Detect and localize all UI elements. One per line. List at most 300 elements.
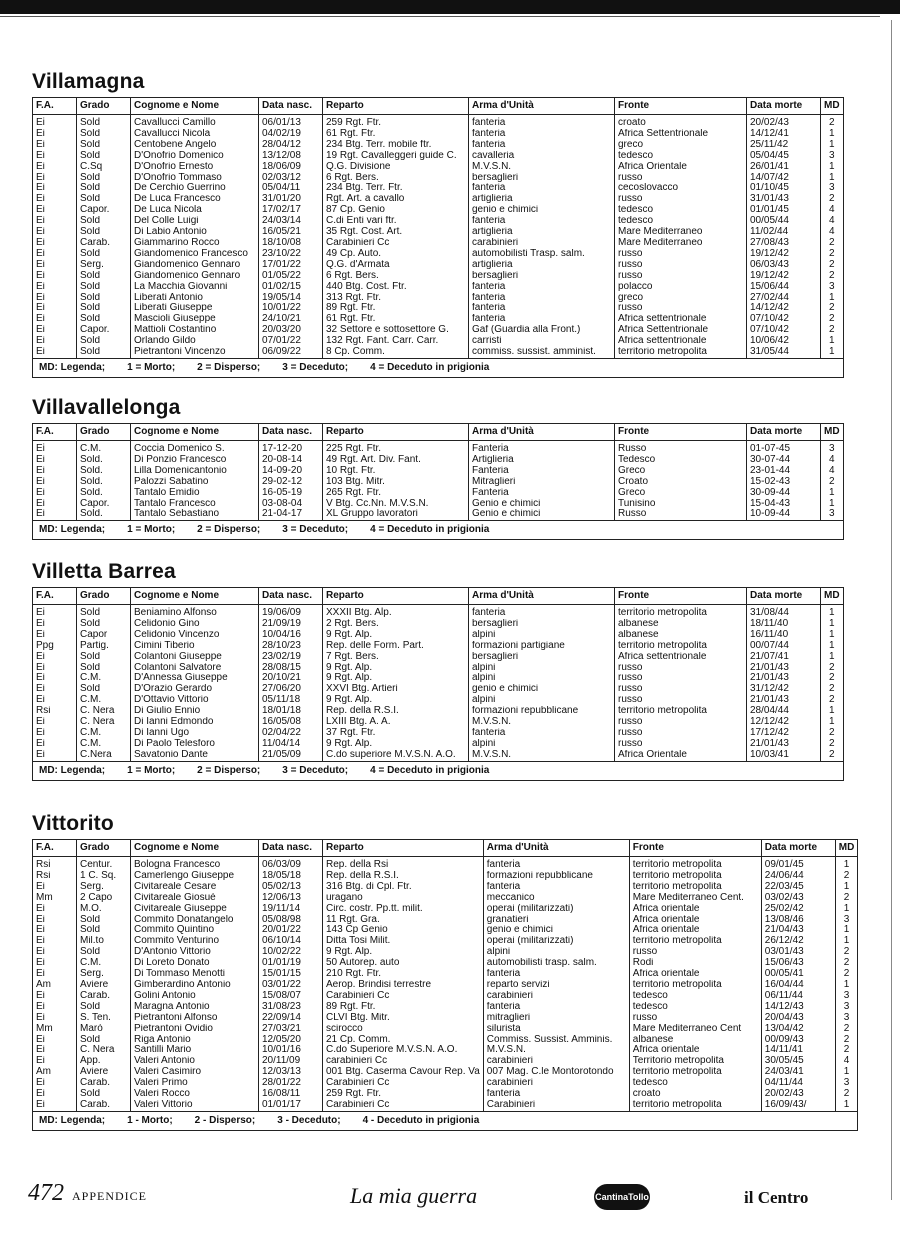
cell-reparto: XL Gruppo lavoratori [323,509,469,520]
cell-fronte: Russo [615,509,747,520]
table-row [33,915,858,926]
cell-reparto: 313 Rgt. Ftr. [323,293,469,304]
cell-fronte: Mare Mediterraneo [615,238,747,249]
column-header-fa: F.A. [33,840,77,857]
cell-nome: Lilla Domenicantonio [131,466,259,477]
cell-grado: Sold [77,1035,131,1046]
cell-reparto: Circ. costr. Pp.tt. milit. [323,904,484,915]
cell-morte: 13/08/46 [761,915,835,926]
cell-nascita: 31/01/20 [259,194,323,205]
cell-reparto: 234 Btg. Terr. Ftr. [323,183,469,194]
table-row [33,641,844,652]
cell-nome: Colantoni Salvatore [131,663,259,674]
cell-fa: Ei [33,325,77,336]
cell-nascita: 06/10/14 [259,936,323,947]
cell-morte: 21/04/43 [761,925,835,936]
cell-md: 2 [821,271,844,282]
cell-fronte: territorio metropolita [629,980,761,991]
cell-reparto: C.di Enti vari ftr. [323,216,469,227]
cell-fa: Ei [33,205,77,216]
cell-fronte: territorio metropolita [615,641,747,652]
legend-item: 4 = Deceduto in prigionia [370,524,490,536]
table-header-row [33,98,844,115]
column-header-nome: Cognome e Nome [131,840,259,857]
column-header-arma: Arma d'Unità [469,588,615,605]
cell-fa: Ei [33,183,77,194]
cell-nome: Valeri Vittorio [131,1100,259,1111]
cell-md: 1 [821,605,844,619]
cell-nascita: 02/03/12 [259,173,323,184]
cell-reparto: CLVI Btg. Mitr. [323,1013,484,1024]
cell-reparto: 234 Btg. Terr. mobile ftr. [323,140,469,151]
cell-morte: 13/04/42 [761,1024,835,1035]
cell-reparto: 440 Btg. Cost. Ftr. [323,282,469,293]
cell-nome: Cavallucci Camillo [131,115,259,129]
cell-reparto: Rep. della R.S.I. [323,871,484,882]
cell-md: 1 [821,140,844,151]
column-header-reparto: Reparto [323,588,469,605]
column-header-reparto: Reparto [323,98,469,115]
cell-reparto: 8 Cp. Comm. [323,347,469,358]
cell-grado: Sold. [77,455,131,466]
cell-reparto: 35 Rgt. Cost. Art. [323,227,469,238]
cell-nascita: 10/01/22 [259,303,323,314]
cell-morte: 14/07/42 [747,173,821,184]
cell-md: 2 [821,303,844,314]
cell-reparto: 9 Rgt. Alp. [323,630,469,641]
cell-fa: Ei [33,619,77,630]
cell-fronte: Croato [615,477,747,488]
cell-morte: 20/02/43 [747,115,821,129]
cell-arma: operai (militarizzati) [483,904,629,915]
cell-fronte: territorio metropolita [629,857,761,871]
cell-fronte: territorio metropolita [615,605,747,619]
cell-fronte: russo [629,947,761,958]
cell-md: 1 [821,499,844,510]
cell-nascita: 12/06/13 [259,893,323,904]
cell-nome: Pietrantoni Alfonso [131,1013,259,1024]
cell-fronte: russo [615,260,747,271]
cell-nome: Mascioli Giuseppe [131,314,259,325]
legend-item: 2 = Disperso; [197,524,261,536]
cell-nascita: 27/03/21 [259,1024,323,1035]
cell-grado: Sold [77,115,131,129]
cell-arma: fanteria [483,969,629,980]
cell-fronte: russo [615,303,747,314]
cell-arma: bersaglieri [469,652,615,663]
cell-nascita: 06/01/13 [259,115,323,129]
cell-nome: Giandomenico Francesco [131,249,259,260]
column-header-grado: Grado [77,98,131,115]
cell-md: 2 [835,947,858,958]
cell-arma: alpini [469,673,615,684]
cell-nascita: 28/08/15 [259,663,323,674]
cell-nascita: 20/03/20 [259,325,323,336]
column-header-nascita: Data nasc. [259,588,323,605]
cell-fronte: Africa Settentrionale [615,129,747,140]
cell-md: 4 [835,1056,858,1067]
cell-grado: Sold [77,271,131,282]
cell-arma: fanteria [469,140,615,151]
legend-item: MD: Legenda; [39,764,106,776]
cell-nascita: 18/10/08 [259,238,323,249]
cell-arma: Gaf (Guardia alla Front.) [469,325,615,336]
cell-md: 1 [821,630,844,641]
cell-fa: Ei [33,238,77,249]
legend-row [33,761,844,780]
cell-reparto: 7 Rgt. Bers. [323,652,469,663]
column-header-morte: Data morte [747,98,821,115]
cell-md: 2 [835,958,858,969]
cell-morte: 24/06/44 [761,871,835,882]
table-row [33,882,858,893]
cell-nascita: 10/04/16 [259,630,323,641]
cell-morte: 16/04/44 [761,980,835,991]
cell-nome: Civitareale Giuseppe [131,904,259,915]
cell-fa: Am [33,980,77,991]
cell-morte: 12/12/42 [747,717,821,728]
legend-item: 3 = Deceduto; [282,361,349,373]
cell-fronte: russo [615,673,747,684]
cell-nascita: 19/06/09 [259,605,323,619]
cell-reparto: carabinieri Cc [323,1056,484,1067]
table-row [33,750,844,761]
cell-nome: De Luca Francesco [131,194,259,205]
cell-nome: Palozzi Sabatino [131,477,259,488]
cell-nascita: 17/02/17 [259,205,323,216]
cell-nome: Savatonio Dante [131,750,259,761]
cell-grado: C. Nera [77,706,131,717]
cell-arma: reparto servizi [483,980,629,991]
cell-fa: Ei [33,314,77,325]
cell-nome: Di Ianni Edmondo [131,717,259,728]
cell-nome: Tantalo Sebastiano [131,509,259,520]
cell-morte: 31/08/44 [747,605,821,619]
cell-morte: 30/05/45 [761,1056,835,1067]
cell-nome: Giammarino Rocco [131,238,259,249]
cell-fronte: Africa Orientale [615,750,747,761]
cell-reparto: Q.G. Divisione [323,162,469,173]
cell-md: 2 [835,1024,858,1035]
cell-fa: Ei [33,173,77,184]
legend-item: 4 - Deceduto in prigionia [362,1114,480,1126]
cell-fa: Ei [33,750,77,761]
cell-reparto: C.do superiore M.V.S.N. A.O. [323,750,469,761]
cell-morte: 00/05/44 [747,216,821,227]
cell-nascita: 20/11/09 [259,1056,323,1067]
table-row [33,717,844,728]
cell-fronte: Africa orientale [629,925,761,936]
cell-fa: Ei [33,441,77,455]
table-row [33,151,844,162]
column-header-nascita: Data nasc. [259,424,323,441]
cell-fa: Ei [33,1089,77,1100]
cell-nome: Valeri Primo [131,1078,259,1089]
table-row [33,1013,858,1024]
cell-md: 1 [835,882,858,893]
cell-arma: fanteria [483,882,629,893]
cell-arma: Genio e chimici [469,509,615,520]
legend-item: MD: Legenda; [39,361,106,373]
cell-arma: carabinieri [483,1078,629,1089]
cell-fronte: Territorio metropolita [629,1056,761,1067]
cell-grado: Sold [77,249,131,260]
cell-arma: silurista [483,1024,629,1035]
table-header-row [33,424,844,441]
table-row [33,958,858,969]
cell-morte: 21/01/43 [747,695,821,706]
table-row [33,1024,858,1035]
cell-nascita: 31/08/23 [259,1002,323,1013]
cell-arma: bersaglieri [469,173,615,184]
cell-fa: Ei [33,936,77,947]
column-header-nome: Cognome e Nome [131,588,259,605]
table-header-row [33,840,858,857]
cell-fa: Ei [33,194,77,205]
cell-fronte: russo [615,194,747,205]
cell-grado: S. Ten. [77,1013,131,1024]
cell-nascita: 18/01/18 [259,706,323,717]
table-row [33,1045,858,1056]
cell-md: 2 [821,314,844,325]
cell-nome: La Macchia Giovanni [131,282,259,293]
cell-fa: Ei [33,991,77,1002]
cell-arma: genio e chimici [483,925,629,936]
cell-arma: genio e chimici [469,205,615,216]
table-row [33,336,844,347]
cell-grado: Sold [77,216,131,227]
column-header-grado: Grado [77,424,131,441]
cell-arma: formazioni partigiane [469,641,615,652]
cell-arma: fanteria [469,183,615,194]
cell-md: 1 [835,1067,858,1078]
column-header-reparto: Reparto [323,424,469,441]
cell-nascita: 27/06/20 [259,684,323,695]
cell-fronte: Africa orientale [629,969,761,980]
cell-md: 2 [821,194,844,205]
table-row [33,499,844,510]
cell-morte: 28/04/44 [747,706,821,717]
cell-nome: Tantalo Emidio [131,488,259,499]
cell-morte: 06/11/44 [761,991,835,1002]
cell-morte: 10/06/42 [747,336,821,347]
cell-nascita: 13/12/08 [259,151,323,162]
cell-grado: Sold. [77,466,131,477]
column-header-reparto: Reparto [323,840,484,857]
cell-nascita: 02/04/22 [259,728,323,739]
cell-fronte: cecoslovacco [615,183,747,194]
cell-reparto: 316 Btg. di Cpl. Ftr. [323,882,484,893]
table-row [33,282,844,293]
cell-arma: fanteria [469,728,615,739]
cell-fa: Ei [33,347,77,358]
cell-fronte: Africa orientale [629,915,761,926]
cell-grado: Capor [77,630,131,641]
cell-md: 3 [821,282,844,293]
cell-morte: 14/12/43 [761,1002,835,1013]
cell-arma: alpini [469,739,615,750]
cell-grado: Sold [77,227,131,238]
cell-grado: Sold. [77,488,131,499]
cell-fronte: greco [615,140,747,151]
table-row [33,216,844,227]
cell-fronte: tedesco [615,205,747,216]
cell-fronte: Greco [615,466,747,477]
cell-fronte: albanese [629,1035,761,1046]
column-header-arma: Arma d'Unità [483,840,629,857]
cell-md: 2 [821,684,844,695]
cell-arma: fanteria [469,115,615,129]
cell-reparto: uragano [323,893,484,904]
cell-grado: Mil.to [77,936,131,947]
column-header-md: MD [821,98,844,115]
column-header-nome: Cognome e Nome [131,98,259,115]
cell-fa: Am [33,1067,77,1078]
cell-grado: Sold [77,303,131,314]
cell-nascita: 15/01/15 [259,969,323,980]
cell-fronte: russo [615,728,747,739]
cell-reparto: 61 Rgt. Ftr. [323,129,469,140]
cell-md: 2 [835,1045,858,1056]
table-row [33,129,844,140]
cell-arma: meccanico [483,893,629,904]
cell-fa: Ei [33,652,77,663]
cell-grado: C.M. [77,739,131,750]
legend [33,358,844,377]
table-row [33,871,858,882]
table-row [33,271,844,282]
legend-item: 3 - Deceduto; [277,1114,341,1126]
column-header-grado: Grado [77,588,131,605]
section-3 [32,812,858,1131]
cell-md: 2 [835,871,858,882]
cell-fronte: Africa Orientale [615,162,747,173]
table-row [33,652,844,663]
cell-reparto: Carabinieri Cc [323,1100,484,1111]
cell-arma: alpini [483,947,629,958]
cell-md: 2 [821,260,844,271]
column-header-fronte: Fronte [615,98,747,115]
cell-fronte: Russo [615,441,747,455]
cell-nascita: 01/01/19 [259,958,323,969]
cell-arma: alpini [469,663,615,674]
column-header-fronte: Fronte [629,840,761,857]
section-title: Villetta Barrea [32,560,176,583]
cell-morte: 03/01/43 [761,947,835,958]
cell-fa: Ei [33,947,77,958]
cell-reparto: 89 Rgt. Ftr. [323,303,469,314]
cell-arma: Fanteria [469,466,615,477]
cell-reparto: 9 Rgt. Alp. [323,673,469,684]
cell-morte: 27/08/43 [747,238,821,249]
cell-morte: 21/01/43 [747,739,821,750]
cell-md: 1 [821,619,844,630]
cell-reparto: 11 Rgt. Gra. [323,915,484,926]
table-row [33,706,844,717]
cell-fa: Ei [33,216,77,227]
cell-morte: 21/01/43 [747,663,821,674]
cell-fronte: russo [615,739,747,750]
cell-nome: Di Labio Antonio [131,227,259,238]
cell-fronte: russo [615,695,747,706]
cell-nome: Commito Venturino [131,936,259,947]
cell-fa: Ei [33,282,77,293]
cell-morte: 25/02/42 [761,904,835,915]
cell-fa: Ei [33,605,77,619]
cell-morte: 04/11/44 [761,1078,835,1089]
cell-arma: M.V.S.N. [483,1045,629,1056]
cell-morte: 05/04/45 [747,151,821,162]
cell-nome: Pietrantoni Vincenzo [131,347,259,358]
cell-reparto: 6 Rgt. Bers. [323,271,469,282]
table-row [33,1089,858,1100]
table-row [33,238,844,249]
cell-nome: Celidonio Vincenzo [131,630,259,641]
casualty-table [32,423,844,540]
cell-nome: De Cerchio Guerrino [131,183,259,194]
cell-nascita: 24/03/14 [259,216,323,227]
legend-item: 2 - Disperso; [194,1114,256,1126]
legend-item: 1 = Morto; [127,361,176,373]
cell-nome: Liberati Antonio [131,293,259,304]
cell-nascita: 12/05/20 [259,1035,323,1046]
cell-morte: 15-04-43 [747,499,821,510]
legend-item: MD: Legenda; [39,1114,106,1126]
cell-nome: Del Colle Luigi [131,216,259,227]
cell-fa: Ei [33,336,77,347]
cell-nome: Commito Donatangelo [131,915,259,926]
cell-fa: Ei [33,904,77,915]
cell-reparto: 9 Rgt. Alp. [323,663,469,674]
cell-md: 2 [821,739,844,750]
section-0 [32,70,844,378]
cell-nome: D'Annessa Giuseppe [131,673,259,684]
cell-fa: Ppg [33,641,77,652]
cell-grado: Partig. [77,641,131,652]
column-header-morte: Data morte [747,588,821,605]
cell-nome: Santilli Mario [131,1045,259,1056]
cell-grado: Sold [77,194,131,205]
column-header-fronte: Fronte [615,588,747,605]
cell-fa: Mm [33,893,77,904]
cell-arma: operai (militarizzati) [483,936,629,947]
column-header-fa: F.A. [33,424,77,441]
table-row [33,1078,858,1089]
cell-fa: Ei [33,455,77,466]
cell-arma: Genio e chimici [469,499,615,510]
legend-row [33,358,844,377]
column-header-morte: Data morte [761,840,835,857]
cell-nascita: 16-05-19 [259,488,323,499]
cell-nascita: 03/01/22 [259,980,323,991]
cell-grado: Serg. [77,260,131,271]
cell-morte: 20/04/43 [761,1013,835,1024]
cell-grado: Sold [77,1089,131,1100]
cell-morte: 21/01/43 [747,673,821,684]
cell-fronte: territorio metropolita [629,882,761,893]
cell-reparto: 225 Rgt. Ftr. [323,441,469,455]
cell-fronte: croato [629,1089,761,1100]
cell-nome: Di Tommaso Menotti [131,969,259,980]
cell-md: 2 [835,893,858,904]
cell-morte: 22/03/45 [761,882,835,893]
legend-row [33,521,844,540]
cell-fa: Ei [33,499,77,510]
cell-nome: Camerlengo Giuseppe [131,871,259,882]
cell-arma: genio e chimici [469,684,615,695]
cell-arma: 007 Mag. C.le Montorotondo [483,1067,629,1078]
cell-fa: Ei [33,140,77,151]
